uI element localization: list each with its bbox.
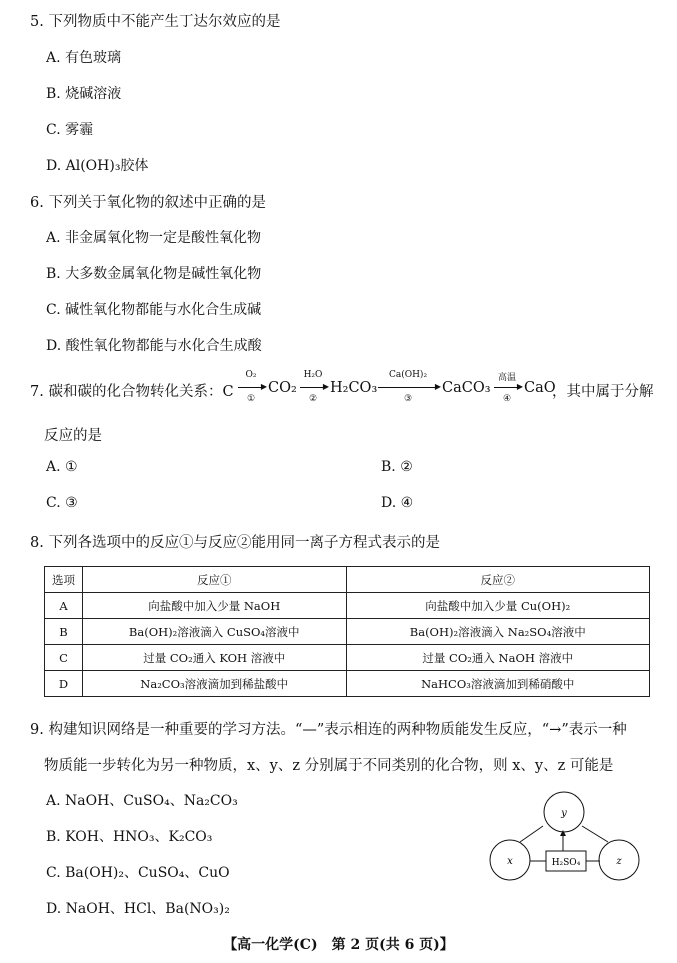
q6-option-d: D. 酸性氧化物都能与水化合生成酸 [46,338,262,354]
q9-diagram [488,790,658,890]
table-cell: Ba(OH)₂溶液滴入 CuSO₄溶液中 [82,619,346,645]
table-row [45,645,650,671]
q9-stem-line1: 9. 构建知识网络是一种重要的学习方法。“—”表示相连的两种物质能发生反应，“→”表示一种 [30,722,627,738]
q7-option-b: B. ② [381,459,413,475]
table-cell: B [45,619,83,645]
q7-option-d: D. ④ [381,495,414,511]
q7-species-3: CaCO₃ [442,380,491,396]
q7-stem-line2: 反应的是 [44,428,102,444]
q7-option-a: A. ① [46,459,78,475]
q7-arrow-4-top: 高温 [497,373,516,383]
q7-stem-suffix: ，其中属于分解 [552,384,654,400]
diagram-label-center: H₂SO₄ [551,858,581,868]
table-header-row [45,567,650,593]
diagram-label-x: x [507,856,513,867]
table-cell: C [45,645,83,671]
table-cell: Ba(OH)₂溶液滴入 Na₂SO₄溶液中 [346,619,650,645]
q5-option-a: A. 有色玻璃 [46,50,122,66]
table-cell: D [45,671,83,697]
q7-arrow-1 [236,370,266,404]
q9-option-c: C. Ba(OH)₂、CuSO₄、CuO [46,865,230,881]
q7-arrow-3-bottom: ③ [403,394,413,404]
q5-option-b: B. 烧碱溶液 [46,86,122,102]
q7-arrow-2-top: H₂O [303,370,323,380]
q7-option-c: C. ③ [46,495,78,511]
q9-stem-line2: 物质能一步转化为另一种物质，x、y、z 分别属于不同类别的化合物，则 x、y、z 可能是 [44,758,614,774]
arrow-right-icon: ▶ [434,382,441,391]
diagram-link-y-z [582,826,608,842]
table-row [45,671,650,697]
q7-arrow-1-top: O₂ [245,370,257,380]
q7-species-2: H₂CO₃ [330,380,378,396]
q7-arrow-4-bottom: ④ [502,394,512,404]
q9-option-d: D. NaOH、HCl、Ba(NO₃)₂ [46,901,230,917]
diagram-label-z: z [616,856,622,867]
q7-species-1: CO₂ [268,380,297,396]
table-cell: NaHCO₃溶液滴加到稀硝酸中 [346,671,650,697]
table-cell: Na₂CO₃溶液滴加到稀盐酸中 [82,671,346,697]
table-cell: 向盐酸中加入少量 Cu(OH)₂ [346,593,650,619]
arrow-right-icon: ▶ [516,382,523,391]
q6-option-a: A. 非金属氧化物一定是酸性氧化物 [46,230,262,246]
table-header-cell: 反应② [346,567,650,593]
diagram-link-x-y [520,826,543,842]
table-cell: 过量 CO₂通入 NaOH 溶液中 [346,645,650,671]
q7-arrow-4 [492,370,522,404]
diagram-label-y: y [561,808,567,819]
arrow-up-icon [560,830,566,836]
q5-option-c: C. 雾霾 [46,122,94,138]
q7-arrow-2-bottom: ② [308,394,318,404]
q7-arrow-3-top: Ca(OH)₂ [388,370,428,380]
q6-option-c: C. 碱性氧化物都能与水化合生成碱 [46,302,262,318]
q7-arrow-2 [298,370,328,404]
q7-arrow-3 [376,370,440,404]
table-cell: 过量 CO₂通入 KOH 溶液中 [82,645,346,671]
q7-arrow-1-bottom: ① [246,394,256,404]
q6-stem: 6. 下列关于氧化物的叙述中正确的是 [30,195,266,211]
q9-option-a: A. NaOH、CuSO₄、Na₂CO₃ [46,793,238,809]
table-row [45,593,650,619]
table-cell: 向盐酸中加入少量 NaOH [82,593,346,619]
table-cell: A [45,593,83,619]
table-row [45,619,650,645]
table-header-cell: 反应① [82,567,346,593]
q5-stem: 5. 下列物质中不能产生丁达尔效应的是 [30,14,281,30]
q7-stem-prefix: 7. 碳和碳的化合物转化关系：C [30,384,234,400]
q7-species-4: CaO [524,380,556,396]
q8-table [44,566,650,697]
table-header-cell: 选项 [45,567,83,593]
q5-option-d: D. Al(OH)₃胶体 [46,158,149,174]
page-footer: 【高一化学(C) 第 2 页(共 6 页)】 [223,937,454,953]
q6-option-b: B. 大多数金属氧化物是碱性氧化物 [46,266,262,282]
arrow-right-icon: ▶ [322,382,329,391]
arrow-right-icon: ▶ [260,382,267,391]
q9-option-b: B. KOH、HNO₃、K₂CO₃ [46,829,213,845]
q8-stem: 8. 下列各选项中的反应①与反应②能用同一离子方程式表示的是 [30,535,440,551]
